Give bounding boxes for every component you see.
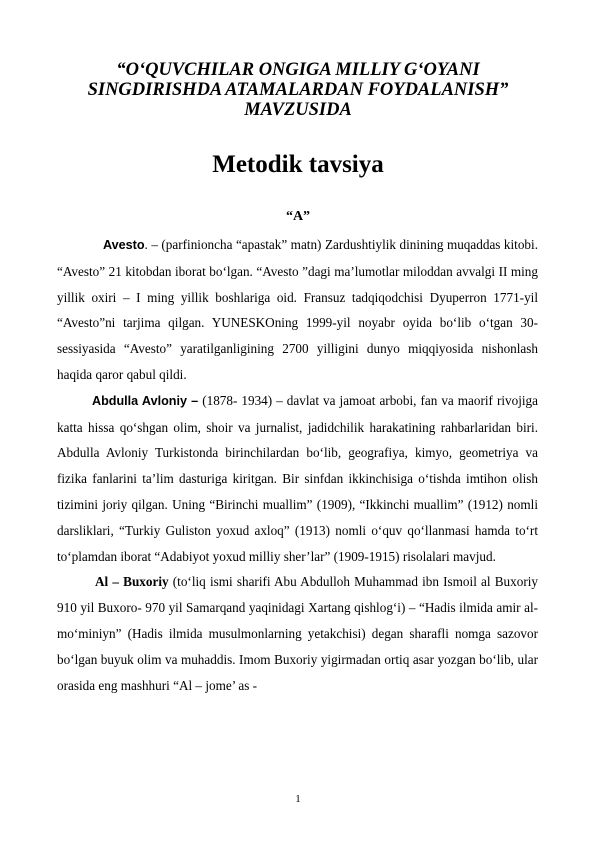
page-number: 1 — [295, 793, 301, 805]
entry-term: Avesto — [103, 238, 145, 252]
document-subtitle: Metodik tavsiya — [212, 151, 384, 178]
glossary-body — [57, 232, 538, 698]
entry-definition: (to‘liq ismi sharifi Abu Abdulloh Muhammad ibn Ismoil al Buxoriy 910 yil Buxoro- 970 yil Samarqand yaqinidagi Xartang qishlog‘i) – “Hadis ilmida amir al- mo‘miniyn” (Hadis ilmida musulmonlarning yetakchisi) degan sharafli nomga sazovor bo‘lgan buyuk olim va muhaddis. Imom Buxoriy yigirmadan ortiq asar yozgan bo‘lib, ular orasida eng mashhuri “Al – jome’ as - — [57, 574, 538, 693]
section-letter-heading: “A” — [285, 209, 311, 224]
glossary-entry-al-buxoriy — [57, 569, 538, 698]
entry-term: Al – Buxoriy — [95, 574, 169, 590]
entry-definition: . – (parfinioncha “apastak” matn) Zardushtiylik dinining muqaddas kitobi. “Avesto” 21 kitobdan iborat bo‘lgan. “Avesto ”dagi ma’lumotlar miloddan avvalgi II ming yillik oxiri – I ming yillik boshlariga oid. Fransuz tadqiqodchisi Dyuperron 1771-yil “Avesto”ni tarjima qilgan. YUNESKOning 1999-yil noyabr oyida bo‘lib o‘tgan 30-sessiyasida “Avesto” yaratilganligining 2700 yilligini dunyo miqqiyosida nishonlash haqida qaror qabul qildi. — [57, 237, 538, 382]
glossary-entry-avesto — [57, 232, 538, 388]
glossary-entry-abdulla-avloniy — [57, 388, 538, 570]
entry-definition: (1878- 1934) – davlat va jamoat arbobi, fan va maorif rivojiga katta hissa qo‘shgan olim, shoir va jurnalist, jadidchilik harakatining rahbarlaridan biri. Abdulla Avloniy Turkistonda birinchilardan bo‘lib, geografiya, kimyo, geometriya va fizika fanlarini ta’lim dasturiga kiritgan. Bir sinfdan ikkinchisiga o‘tishda imtihon olish tizimini joriy qilgan. Uning “Birinchi muallim” (1909), “Ikkinchi muallim” (1912) nomli darsliklari, “Turkiy Guliston yoxud axloq” (1913) nomli o‘quv qo‘llanmasi hamda to‘rt to‘plamdan iborat “Adabiyot yoxud milliy sher’lar” (1909-1915) risolalari mavjud. — [57, 392, 538, 564]
entry-term: Abdulla Avloniy – — [92, 393, 199, 408]
document-title: “O‘QUVCHILAR ONGIGA MILLIY G‘OYANI SINGDIRISHDA ATAMALARDAN FOYDALANISH” MAVZUSIDA — [87, 60, 509, 120]
